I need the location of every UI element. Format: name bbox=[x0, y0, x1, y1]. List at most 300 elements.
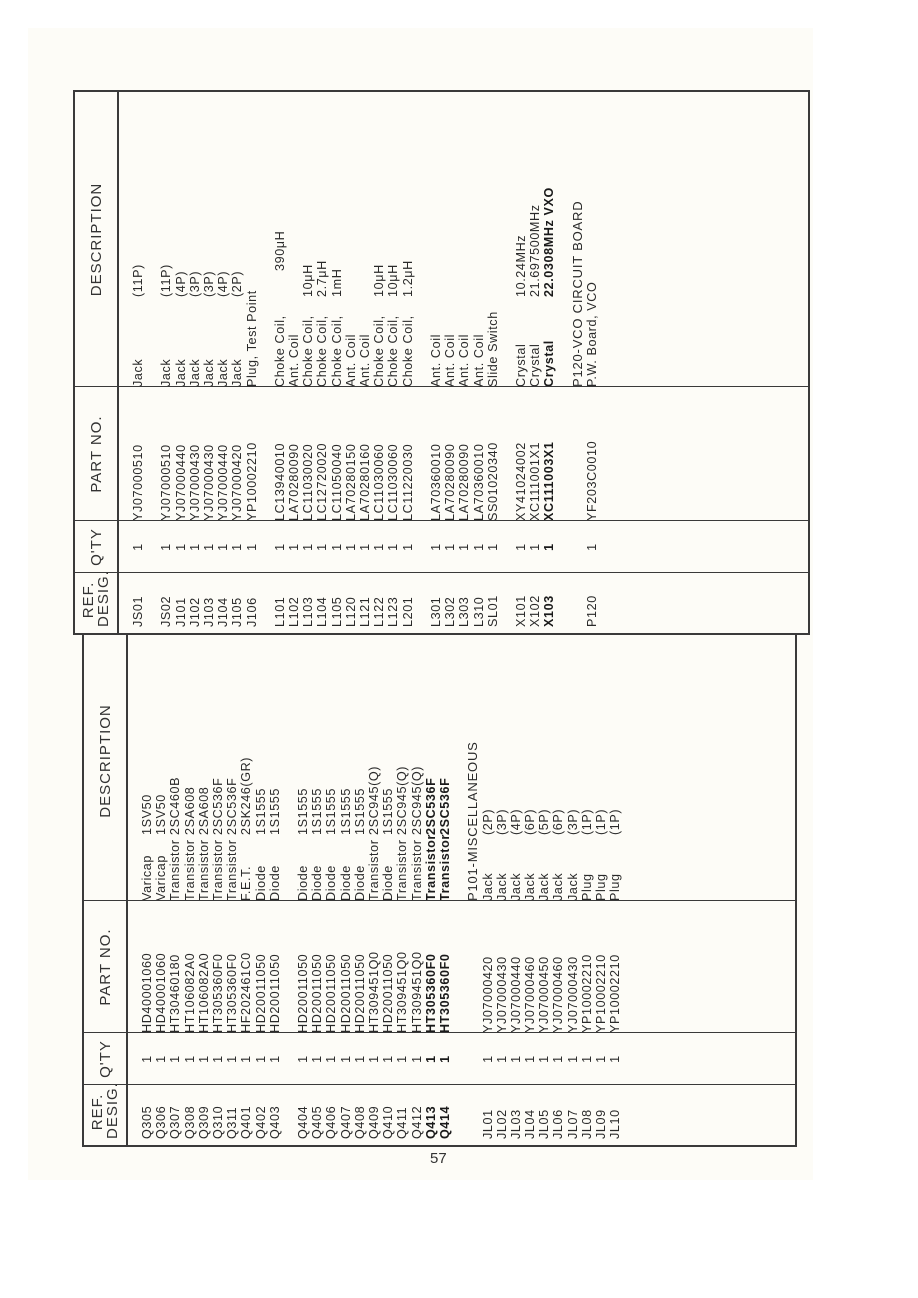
ref-designator: L103 bbox=[301, 596, 316, 627]
description-name: Crystal bbox=[514, 343, 529, 387]
description-value: 10μH bbox=[386, 264, 401, 297]
table-row bbox=[197, 621, 211, 1145]
table-row bbox=[202, 92, 216, 633]
description-value: (3P) bbox=[201, 270, 216, 297]
table-row bbox=[523, 621, 537, 1145]
description-name: F.E.T. bbox=[239, 865, 254, 901]
part-number: LA70280090 bbox=[457, 443, 472, 521]
ref-designator: L101 bbox=[272, 596, 287, 627]
quantity: 1 bbox=[168, 1055, 183, 1063]
description-value: 2SC945(Q) bbox=[367, 765, 381, 835]
part-number: XC111001X1 bbox=[528, 441, 543, 521]
row-spacer bbox=[557, 92, 571, 633]
description-value: 2SA608 bbox=[196, 786, 211, 835]
description-name: Diode bbox=[338, 865, 353, 901]
table-row bbox=[486, 92, 500, 633]
description-value: 2SC536F bbox=[210, 777, 225, 835]
part-number: LA70360010 bbox=[471, 443, 486, 521]
quantity: 1 bbox=[315, 543, 330, 551]
row-spacer bbox=[500, 92, 514, 633]
description bbox=[401, 92, 415, 387]
description bbox=[301, 92, 315, 387]
header-qty: Q'TY bbox=[96, 1040, 114, 1078]
description-name: Jack bbox=[508, 872, 523, 901]
description-name: Choke Coil, bbox=[315, 315, 330, 387]
quantity: 1 bbox=[239, 1055, 254, 1063]
part-number: LA70280090 bbox=[287, 443, 302, 521]
parts-table-left bbox=[82, 619, 797, 1147]
quantity: 1 bbox=[480, 1055, 495, 1063]
description bbox=[239, 621, 253, 901]
description bbox=[424, 621, 438, 901]
description-name: Plug bbox=[579, 873, 594, 901]
quantity: 1 bbox=[494, 1055, 509, 1063]
table-row bbox=[367, 621, 381, 1145]
table-row bbox=[183, 621, 197, 1145]
description-name: Crystal bbox=[528, 343, 543, 387]
quantity: 1 bbox=[210, 1055, 225, 1063]
table-row bbox=[472, 92, 486, 633]
description-value: (3P) bbox=[187, 270, 202, 297]
description-name: Jack bbox=[216, 358, 231, 387]
ref-designator: L102 bbox=[287, 596, 302, 627]
description-value: 1S1555 bbox=[381, 787, 396, 835]
description bbox=[566, 621, 580, 901]
description bbox=[509, 621, 523, 901]
quantity: 1 bbox=[352, 1055, 367, 1063]
table-row bbox=[443, 92, 457, 633]
table-row bbox=[424, 621, 438, 1145]
description-name: Choke Coil, bbox=[272, 315, 287, 387]
ref-designator: J106 bbox=[244, 597, 259, 627]
description-name: Transistor bbox=[423, 834, 438, 901]
quantity: 1 bbox=[608, 1055, 623, 1063]
description-name: Ant. Coil bbox=[457, 334, 472, 387]
description bbox=[486, 92, 500, 387]
ref-designator: JL04 bbox=[523, 1109, 538, 1139]
description-value: 1.2μH bbox=[400, 260, 415, 297]
ref-designator: JL05 bbox=[537, 1109, 552, 1139]
description-value: 1S1555 bbox=[267, 787, 282, 835]
table-row bbox=[457, 92, 471, 633]
part-number: LC11030060 bbox=[372, 443, 387, 521]
section-title: P120-VCO CIRCUIT BOARD bbox=[569, 200, 585, 387]
part-number: YJ07000430 bbox=[187, 444, 202, 521]
part-number: HD20011050 bbox=[324, 953, 339, 1033]
table-row bbox=[528, 92, 542, 633]
ref-designator: L201 bbox=[400, 596, 415, 627]
description bbox=[315, 92, 329, 387]
quantity: 1 bbox=[400, 543, 415, 551]
description-value: 1S1555 bbox=[338, 787, 353, 835]
table-row bbox=[239, 621, 253, 1145]
description bbox=[528, 92, 542, 387]
description-value: (3P) bbox=[494, 808, 509, 835]
description-name: Diode bbox=[352, 865, 367, 901]
quantity: 1 bbox=[182, 1055, 197, 1063]
part-number: HT305360F0 bbox=[423, 953, 438, 1033]
part-number: YJ07000510 bbox=[159, 444, 174, 521]
description bbox=[608, 621, 622, 901]
table-row bbox=[310, 621, 324, 1145]
description bbox=[386, 92, 400, 387]
ref-designator: JS01 bbox=[131, 595, 145, 627]
ref-designator: JS02 bbox=[159, 595, 174, 627]
table-row bbox=[154, 621, 168, 1145]
description-value: 21.697500MHz bbox=[528, 204, 543, 297]
ref-designator: Q406 bbox=[324, 1105, 339, 1139]
ref-designator: Q402 bbox=[253, 1105, 268, 1139]
ref-designator: JL10 bbox=[608, 1109, 623, 1139]
ref-designator: Q403 bbox=[267, 1105, 282, 1139]
description-name: Choke Coil, bbox=[400, 315, 415, 387]
table-row bbox=[381, 621, 395, 1145]
ref-designator: JL03 bbox=[508, 1109, 523, 1139]
description bbox=[296, 621, 310, 901]
description-value: 2SC945(Q) bbox=[409, 765, 424, 835]
header-desig: DESIG. bbox=[104, 1082, 121, 1139]
table-row bbox=[566, 621, 580, 1145]
description-value: 2SK246(GR) bbox=[239, 756, 254, 835]
table-row bbox=[514, 92, 528, 633]
quantity: 1 bbox=[187, 543, 202, 551]
ref-designator: JL08 bbox=[579, 1109, 594, 1139]
ref-designator: JL06 bbox=[551, 1109, 566, 1139]
quantity bbox=[466, 1033, 480, 1085]
description bbox=[594, 621, 608, 901]
description-name: Ant. Coil bbox=[471, 334, 486, 387]
description-name: Diode bbox=[296, 865, 311, 901]
ref-designator: SL01 bbox=[485, 595, 500, 627]
description bbox=[523, 621, 537, 901]
ref-designator: J104 bbox=[216, 597, 231, 627]
description-name: Ant. Coil bbox=[428, 334, 443, 387]
part-number: HD40001060 bbox=[140, 952, 154, 1033]
description bbox=[324, 621, 338, 901]
quantity: 1 bbox=[324, 1055, 339, 1063]
description-name: P.W. Board, VCO bbox=[585, 281, 599, 387]
part-number: LC11050040 bbox=[329, 443, 344, 521]
description-name: Jack bbox=[537, 872, 552, 901]
quantity: 1 bbox=[272, 543, 287, 551]
description-name: Jack bbox=[523, 872, 538, 901]
ref-designator: J103 bbox=[201, 597, 216, 627]
quantity: 1 bbox=[338, 1055, 353, 1063]
description-value: 22.0308MHz VXO bbox=[542, 187, 557, 297]
quantity: 1 bbox=[409, 1055, 424, 1063]
table-row bbox=[395, 621, 409, 1145]
quantity: 1 bbox=[201, 543, 216, 551]
part-number: HT309451Q0 bbox=[367, 951, 381, 1033]
part-number: YJ07000460 bbox=[551, 956, 566, 1033]
quantity: 1 bbox=[528, 543, 543, 551]
description-name: Choke Coil, bbox=[372, 315, 387, 387]
table-row bbox=[268, 621, 282, 1145]
description-name: Transistor bbox=[367, 839, 381, 901]
ref-designator: Q307 bbox=[168, 1105, 183, 1139]
ref-designator: Q407 bbox=[338, 1105, 353, 1139]
quantity: 1 bbox=[253, 1055, 268, 1063]
description-value: 1SV50 bbox=[140, 794, 154, 835]
description bbox=[330, 92, 344, 387]
table-row bbox=[339, 621, 353, 1145]
part-number: HT309451Q0 bbox=[395, 951, 410, 1033]
table-row bbox=[159, 92, 173, 633]
description-value: (5P) bbox=[537, 808, 552, 835]
description bbox=[514, 92, 528, 387]
description bbox=[339, 621, 353, 901]
description-value: (11P) bbox=[131, 264, 145, 297]
description-value: (1P) bbox=[608, 808, 623, 835]
description-name: Transistor bbox=[196, 839, 211, 901]
description-value: (4P) bbox=[508, 808, 523, 835]
table-row bbox=[330, 92, 344, 633]
part-number: LC12720020 bbox=[315, 442, 330, 521]
part-number: LC11030060 bbox=[386, 443, 401, 521]
part-number: YJ07000440 bbox=[508, 956, 523, 1033]
description-value: (11P) bbox=[159, 264, 174, 297]
part-number: YP10002210 bbox=[594, 954, 608, 1033]
description bbox=[154, 621, 168, 901]
ref-designator: L303 bbox=[457, 596, 472, 627]
table-row bbox=[140, 621, 154, 1145]
table-row bbox=[254, 621, 268, 1145]
ref-designator: J101 bbox=[173, 597, 188, 627]
description bbox=[188, 92, 202, 387]
description bbox=[585, 92, 599, 387]
description bbox=[410, 621, 424, 901]
table-row bbox=[386, 92, 400, 633]
quantity: 1 bbox=[267, 1055, 282, 1063]
quantity: 1 bbox=[485, 543, 500, 551]
description-value: 1mH bbox=[329, 268, 344, 297]
description-value: 2SC460B bbox=[168, 776, 183, 835]
table-row bbox=[315, 92, 329, 633]
description-name: Transistor bbox=[210, 839, 225, 901]
quantity: 1 bbox=[381, 1055, 396, 1063]
part-number: YP10002210 bbox=[608, 954, 623, 1033]
ref-designator bbox=[466, 1085, 480, 1145]
table-row bbox=[174, 92, 188, 633]
description-value: 2SC536F bbox=[225, 777, 240, 835]
ref-designator: L123 bbox=[386, 596, 401, 627]
description-value: 1S1555 bbox=[352, 787, 367, 835]
part-number: YJ07000430 bbox=[565, 956, 580, 1033]
description-name: Jack bbox=[480, 872, 495, 901]
table-row bbox=[401, 92, 415, 633]
table-row bbox=[287, 92, 301, 633]
row-spacer bbox=[452, 621, 466, 1145]
section-title: P101-MISCELLANEOUS bbox=[465, 741, 481, 901]
quantity: 1 bbox=[565, 1055, 580, 1063]
part-number: YJ07000440 bbox=[173, 444, 188, 521]
description bbox=[542, 92, 556, 387]
description-name: Plug bbox=[594, 873, 608, 901]
quantity: 1 bbox=[216, 543, 231, 551]
ref-designator: X102 bbox=[528, 595, 543, 627]
table-row bbox=[168, 621, 182, 1145]
description-name: Plug, Test Point bbox=[244, 290, 259, 387]
table-row bbox=[509, 621, 523, 1145]
description-value: 1S1555 bbox=[324, 787, 339, 835]
quantity: 1 bbox=[579, 1055, 594, 1063]
quantity: 1 bbox=[196, 1055, 211, 1063]
description-name: Jack bbox=[230, 358, 245, 387]
part-number: HD20011050 bbox=[296, 953, 311, 1033]
description-value: 1S1555 bbox=[310, 787, 325, 835]
part-number: HD20011050 bbox=[381, 953, 396, 1033]
description bbox=[443, 92, 457, 387]
description bbox=[429, 92, 443, 387]
table-row bbox=[211, 621, 225, 1145]
quantity: 1 bbox=[329, 543, 344, 551]
quantity: 1 bbox=[287, 543, 302, 551]
ref-designator: Q401 bbox=[239, 1105, 254, 1139]
table-body bbox=[128, 621, 622, 1145]
ref-designator: J105 bbox=[230, 597, 245, 627]
description-name: Jack bbox=[494, 872, 509, 901]
part-number bbox=[571, 387, 585, 521]
description bbox=[537, 621, 551, 901]
part-number: HT30460180 bbox=[168, 954, 183, 1033]
table-row bbox=[410, 621, 424, 1145]
part-number: LA70280090 bbox=[443, 443, 458, 521]
description-name: Transistor bbox=[168, 839, 183, 901]
quantity: 1 bbox=[159, 543, 174, 551]
header-ref: REF. bbox=[80, 581, 97, 619]
quantity: 1 bbox=[437, 1055, 452, 1063]
description bbox=[159, 92, 173, 387]
ref-designator: L120 bbox=[343, 596, 358, 627]
description-name: Jack bbox=[201, 358, 216, 387]
row-spacer bbox=[145, 92, 159, 633]
header-desig: DESIG. bbox=[95, 570, 112, 627]
table-row bbox=[438, 621, 452, 1145]
table-row bbox=[481, 621, 495, 1145]
quantity: 1 bbox=[343, 543, 358, 551]
description-value: 10μH bbox=[301, 264, 316, 297]
part-number: YJ07000460 bbox=[523, 956, 538, 1033]
part-number: XY41024002 bbox=[514, 442, 529, 521]
ref-designator: JL02 bbox=[494, 1109, 509, 1139]
part-number: HT106082A0 bbox=[196, 952, 211, 1033]
ref-designator: Q309 bbox=[196, 1105, 211, 1139]
table-row bbox=[273, 92, 287, 633]
ref-designator: L310 bbox=[471, 596, 486, 627]
description-name: Choke Coil, bbox=[301, 315, 316, 387]
description bbox=[131, 92, 145, 387]
part-number: HT305360F0 bbox=[210, 953, 225, 1033]
description bbox=[202, 92, 216, 387]
description-name: Ant. Coil bbox=[343, 334, 358, 387]
ref-designator: JL09 bbox=[594, 1109, 608, 1139]
description-value: 2SA608 bbox=[182, 786, 197, 835]
part-number: HD20011050 bbox=[267, 953, 282, 1033]
description-name: Plug bbox=[608, 873, 623, 901]
description-value: 1SV50 bbox=[154, 794, 169, 835]
table-row bbox=[216, 92, 230, 633]
description-name: Jack bbox=[173, 358, 188, 387]
part-number: LA70280150 bbox=[343, 443, 358, 521]
description-value: 2SC536F bbox=[437, 777, 452, 835]
description-name: Varicap bbox=[154, 855, 169, 901]
description-name: Jack bbox=[565, 872, 580, 901]
row-spacer bbox=[259, 92, 273, 633]
description bbox=[472, 92, 486, 387]
description bbox=[457, 92, 471, 387]
description-name: Diode bbox=[253, 865, 268, 901]
description bbox=[551, 621, 565, 901]
part-number: YJ07000430 bbox=[201, 444, 216, 521]
table-header bbox=[75, 92, 119, 633]
description bbox=[580, 621, 594, 901]
part-number: YJ07000440 bbox=[216, 444, 231, 521]
description bbox=[372, 92, 386, 387]
description-value: 2SC536F bbox=[423, 777, 438, 835]
description-value: (6P) bbox=[523, 808, 538, 835]
table-row bbox=[131, 92, 145, 633]
description bbox=[245, 92, 259, 387]
part-number: YJ07000510 bbox=[131, 444, 145, 521]
description-name: Jack bbox=[551, 872, 566, 901]
part-number: HT309451Q0 bbox=[409, 951, 424, 1033]
table-row bbox=[245, 92, 259, 633]
quantity: 1 bbox=[537, 1055, 552, 1063]
table-body bbox=[119, 92, 599, 633]
quantity: 1 bbox=[551, 1055, 566, 1063]
part-number: YP10002210 bbox=[579, 954, 594, 1033]
description bbox=[197, 621, 211, 901]
quantity: 1 bbox=[594, 1055, 608, 1063]
description-value: 10.24MHz bbox=[514, 234, 529, 297]
description-name: Ant. Coil bbox=[443, 334, 458, 387]
description-name: Crystal bbox=[542, 340, 557, 387]
description-name: Slide Switch bbox=[485, 311, 500, 387]
description-name: Choke Coil, bbox=[329, 315, 344, 387]
description-value: (1P) bbox=[579, 808, 594, 835]
part-number: HT305360F0 bbox=[437, 953, 452, 1033]
table-row bbox=[542, 92, 556, 633]
part-number: XC111003X1 bbox=[542, 441, 557, 521]
description bbox=[216, 92, 230, 387]
part-number: LC13940010 bbox=[272, 442, 287, 521]
part-number: HD20011050 bbox=[253, 953, 268, 1033]
description-value-2: 390μH bbox=[272, 230, 287, 271]
quantity: 1 bbox=[296, 1055, 311, 1063]
ref-designator: Q311 bbox=[225, 1106, 240, 1139]
header-description: DESCRIPTION bbox=[87, 182, 105, 297]
part-number: HD20011050 bbox=[338, 953, 353, 1033]
quantity: 1 bbox=[523, 1055, 538, 1063]
ref-designator: Q305 bbox=[140, 1105, 154, 1139]
description-name: Diode bbox=[267, 865, 282, 901]
quantity: 1 bbox=[508, 1055, 523, 1063]
ref-designator: JL01 bbox=[480, 1109, 495, 1139]
row-spacer bbox=[415, 92, 429, 633]
quantity: 1 bbox=[386, 543, 401, 551]
table-row bbox=[585, 92, 599, 633]
part-number: YF203C0010 bbox=[585, 440, 599, 521]
description-value: (6P) bbox=[551, 808, 566, 835]
quantity: 1 bbox=[230, 543, 245, 551]
description bbox=[571, 92, 585, 387]
description-name: Varicap bbox=[140, 855, 154, 901]
quantity: 1 bbox=[457, 543, 472, 551]
table-row bbox=[225, 621, 239, 1145]
description-name: Transistor bbox=[225, 839, 240, 901]
description bbox=[174, 92, 188, 387]
part-number: HT305360F0 bbox=[225, 953, 240, 1033]
